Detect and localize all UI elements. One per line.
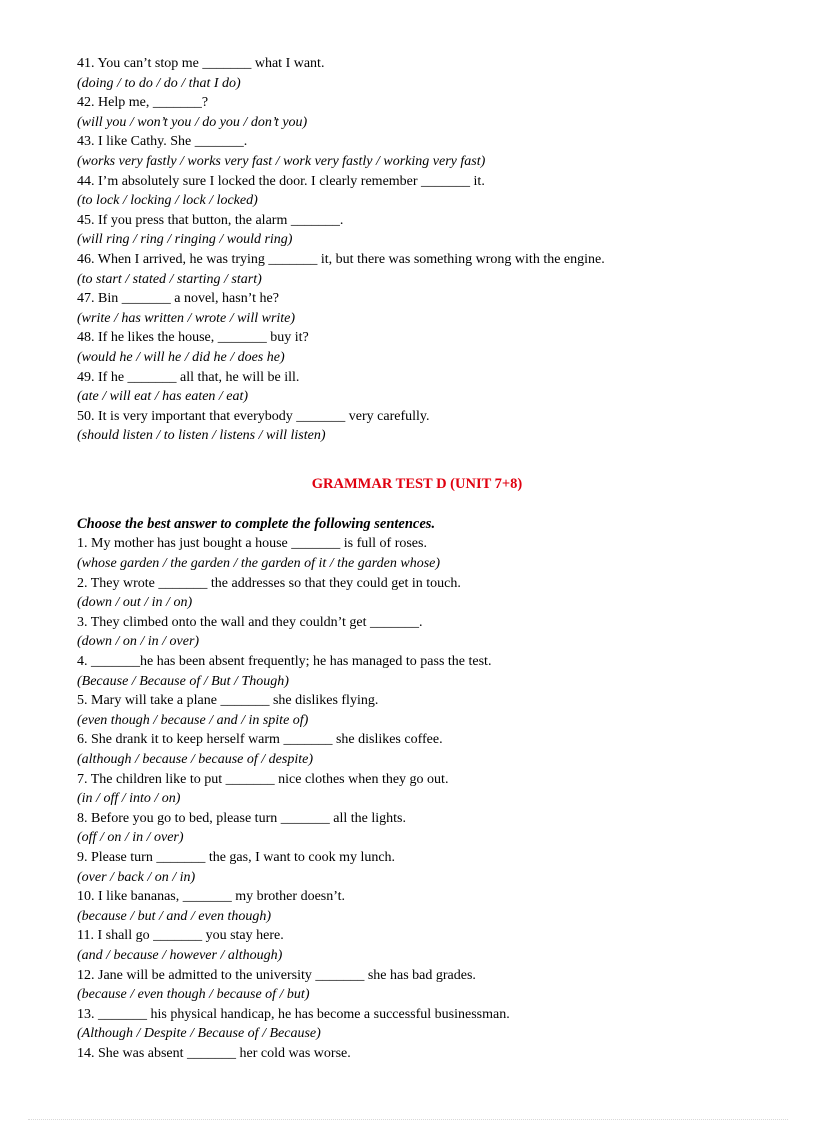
spacer: [77, 494, 777, 515]
answer-options: (Because / Because of / But / Though): [77, 673, 289, 689]
answer-options: (down / on / in / over): [77, 634, 200, 650]
answer-options: (write / has written / wrote / will write): [77, 310, 296, 326]
answer-options: (even though / because / and / in spite of): [77, 712, 309, 728]
answer-options: (doing / to do / do / that I do): [77, 75, 241, 91]
document-content: [77, 54, 777, 1064]
question-item: [77, 652, 777, 691]
exercise-part-1: [77, 54, 777, 446]
answer-options: (whose garden / the garden / the garden of it / the garden whose): [77, 556, 441, 572]
question-item: [77, 691, 777, 730]
answer-options: (to lock / locking / lock / locked): [77, 193, 258, 209]
question-text: 44. I’m absolutely sure I locked the door. I clearly remember _______ it.: [77, 173, 485, 189]
instruction-text: Choose the best answer to complete the following sentences.: [77, 515, 436, 532]
question-item: [77, 926, 777, 965]
question-item: [77, 574, 777, 613]
answer-options: (Although / Despite / Because of / Because): [77, 1026, 321, 1042]
question-text: 50. It is very important that everybody _______ very carefully.: [77, 408, 430, 424]
question-text: 9. Please turn _______ the gas, I want to cook my lunch.: [77, 849, 396, 865]
answer-options: (will ring / ring / ringing / would ring): [77, 232, 293, 248]
answer-options: (to start / stated / starting / start): [77, 271, 262, 287]
question-text: 8. Before you go to bed, please turn _______ all the lights.: [77, 810, 406, 826]
answer-options: (although / because / because of / despite): [77, 752, 313, 767]
question-item: [77, 250, 777, 289]
question-text: 1. My mother has just bought a house _______ is full of roses.: [77, 536, 427, 552]
question-item: [77, 328, 777, 367]
answer-options: (down / out / in / on): [77, 595, 193, 611]
question-item: [77, 848, 777, 887]
question-text: 43. I like Cathy. She _______.: [77, 134, 248, 150]
question-text: 42. Help me, _______?: [77, 95, 209, 111]
answer-options: (off / on / in / over): [77, 830, 184, 846]
question-item: [77, 1044, 777, 1064]
question-text: 14. She was absent _______ her cold was worse.: [77, 1045, 351, 1061]
exercise-part-2: [77, 534, 777, 1063]
answer-options: (works very fastly / works very fast / work very fastly / working very fast): [77, 153, 486, 169]
answer-options: (over / back / on / in): [77, 869, 196, 885]
question-text: 45. If you press that button, the alarm _______.: [77, 212, 344, 228]
spacer: [77, 446, 777, 474]
question-item: [77, 770, 777, 809]
question-text: 48. If he likes the house, _______ buy it?: [77, 330, 309, 346]
question-item: [77, 172, 777, 211]
question-item: [77, 534, 777, 573]
answer-options: (should listen / to listen / listens / will listen): [77, 428, 326, 444]
section-title: GRAMMAR TEST D (UNIT 7+8): [311, 475, 523, 492]
question-text: 46. When I arrived, he was trying _______ it, but there was something wrong with the engine.: [77, 251, 605, 267]
answer-options: (in / off / into / on): [77, 791, 181, 807]
answer-options: (because / even though / because of / but): [77, 987, 310, 1003]
answer-options: (would he / will he / did he / does he): [77, 349, 285, 365]
answer-options: (because / but / and / even though): [77, 908, 272, 924]
question-item: [77, 54, 777, 93]
question-item: [77, 93, 777, 132]
question-text: 41. You can’t stop me _______ what I want.: [77, 56, 325, 71]
question-text: 13. _______ his physical handicap, he has become a successful businessman.: [77, 1006, 510, 1022]
question-text: 4. _______he has been absent frequently; he has managed to pass the test.: [77, 654, 492, 670]
question-item: [77, 730, 777, 769]
question-item: [77, 809, 777, 848]
question-text: 10. I like bananas, _______ my brother doesn’t.: [77, 889, 346, 905]
question-item: [77, 132, 777, 171]
question-item: [77, 613, 777, 652]
question-text: 12. Jane will be admitted to the university _______ she has bad grades.: [77, 967, 476, 983]
answer-options: (will you / won’t you / do you / don’t you): [77, 114, 308, 130]
question-item: [77, 407, 777, 446]
question-item: [77, 1005, 777, 1044]
question-text: 5. Mary will take a plane _______ she dislikes flying.: [77, 693, 379, 709]
question-text: 7. The children like to put _______ nice clothes when they go out.: [77, 771, 449, 787]
question-item: [77, 289, 777, 328]
question-text: 11. I shall go _______ you stay here.: [77, 928, 284, 944]
question-text: 3. They climbed onto the wall and they couldn’t get _______.: [77, 614, 423, 630]
question-text: 2. They wrote _______ the addresses so that they could get in touch.: [77, 575, 461, 591]
question-text: 6. She drank it to keep herself warm _______ she dislikes coffee.: [77, 732, 443, 748]
question-item: [77, 368, 777, 407]
page-footer-divider: [28, 1119, 788, 1120]
question-item: [77, 887, 777, 926]
question-text: 49. If he _______ all that, he will be ill.: [77, 369, 300, 385]
question-item: [77, 966, 777, 1005]
answer-options: (and / because / however / although): [77, 947, 283, 963]
answer-options: (ate / will eat / has eaten / eat): [77, 389, 249, 405]
question-text: 47. Bin _______ a novel, hasn’t he?: [77, 291, 279, 307]
question-item: [77, 211, 777, 250]
